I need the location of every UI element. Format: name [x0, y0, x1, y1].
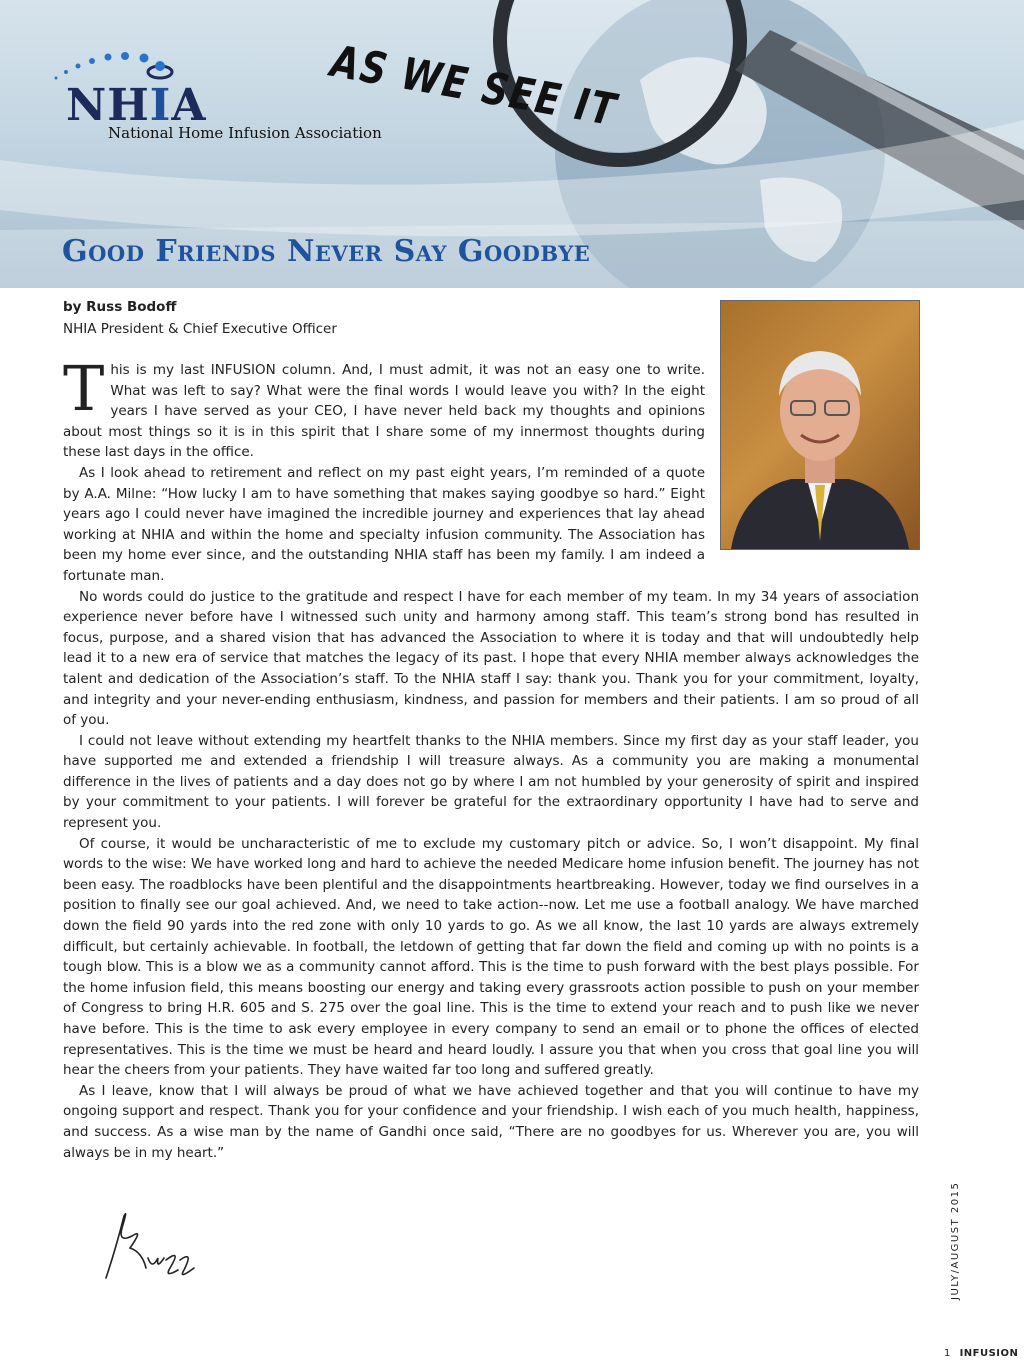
- series-title: AS WE SEE IT: [327, 36, 621, 137]
- nhia-logo: [48, 48, 382, 148]
- paragraph: This is my last INFUSION column. And, I must admit, it was not an easy one to write. What was left to say? What were the final words I would leave you with? In the eight years I have served as your CEO, I have never held back my thoughts and opinions about most things so it is in this spirit that I share some of my innermost thoughts during these last days in the office.: [63, 352, 705, 461]
- paragraph: No words could do justice to the gratitude and respect I have for each member of my team. In my 34 years of association experience never before have I witnessed such unity and harmony among staff. This team’s strong bond has resulted in focus, purpose, and a shared vision that has advanced the Association to where it is today and that will undoubtedly help lead it to a new era of service that matches the legacy of its past. I hope that every NHIA member always acknowledges the talent and dedication of the Association’s staff. To the NHIA staff I say: thank you. Thank you for your commitment, loyalty, and integrity and your never-ending enthusiasm, kindness, and passion for members and their patients. I am so proud of all of you.: [63, 588, 919, 729]
- page-number: 1: [944, 1348, 951, 1359]
- byline: [63, 296, 337, 340]
- paragraph: Of course, it would be uncharacteristic of me to exclude my customary pitch or advice. So, I won’t disappoint. My final words to the wise: We have worked long and hard to achieve the needed Medicare home infusion benefit. The journey has not been easy. The roadblocks have been plentiful and the disappointments heartbreaking. However, today we find ourselves in a position to finally see our goal achieved. And, we need to take action--now. Let me use a football analogy. We have marched down the field 90 yards into the red zone with only 10 yards to go. As we all know, the last 10 yards are always extremely difficult, but certainly achievable. In football, the letdown of getting that far down the field and coming up with no points is a tough blow. This is a blow we as a community cannot afford. This is the time to push forward with the best plays possible. For the home infusion field, this means boosting our energy and taking every grassroots action possible to push on your member of Congress to bring H.R. 605 and S. 275 over the goal line. This is the time to extend your reach and to push like we never have before. This is the time to ask every employee in every company to send an email or to phone the offices of elected representatives. This is the time we must be heard and heard loudly. I assure you that when you cross that goal line you will hear the cheers from your patients. They have waited far too long and suffered greatly.: [63, 835, 919, 1079]
- org-name: National Home Infusion Association: [108, 124, 382, 142]
- article-body: [63, 352, 919, 1163]
- magazine-name: INFUSION: [959, 1348, 1019, 1359]
- issue-date: JULY/AUGUST 2015: [950, 1181, 961, 1300]
- logo-acronym: NHIA: [66, 80, 207, 131]
- page-footer: [944, 1348, 1018, 1359]
- paragraph: As I leave, know that I will always be proud of what we have achieved together and that you will continue to have my ongoing support and respect. Thank you for your confidence and your friendship. I wish each of you much health, happiness, and success. As a wise man by the name of Gandhi once said, “There are no goodbyes for us. Wherever you are, you will always be in my heart.”: [63, 1082, 919, 1161]
- signature: [86, 1208, 196, 1288]
- paragraph: As I look ahead to retirement and reflect on my past eight years, I’m reminded of a quote by A.A. Milne: “How lucky I am to have something that makes saying goodbye so hard.” Eight years ago I could never have imagined the incredible journey and experiences that lay ahead working at NHIA and within the home and specialty infusion community. The Association has been my home ever since, and the outstanding NHIA staff has been my family. I am indeed a fortunate man.: [63, 464, 705, 584]
- drop-cap: T: [63, 352, 105, 425]
- paragraph: I could not leave without extending my heartfelt thanks to the NHIA members. Since my first day as your staff leader, you have supported me and extended a friendship I will treasure always. As a community you are making a monumental difference in the lives of patients and a day does not go by where I am not humbled by your generosity of spirit and inspired by your commitment to your patients. I will forever be grateful for the extraordinary opportunity I have had to serve and represent you.: [63, 732, 919, 832]
- author-title: NHIA President & Chief Executive Officer: [63, 321, 337, 337]
- header-banner: [0, 0, 1024, 288]
- author-name: by Russ Bodoff: [63, 299, 177, 315]
- article-headline: Good Friends Never Say Goodbye: [62, 234, 591, 269]
